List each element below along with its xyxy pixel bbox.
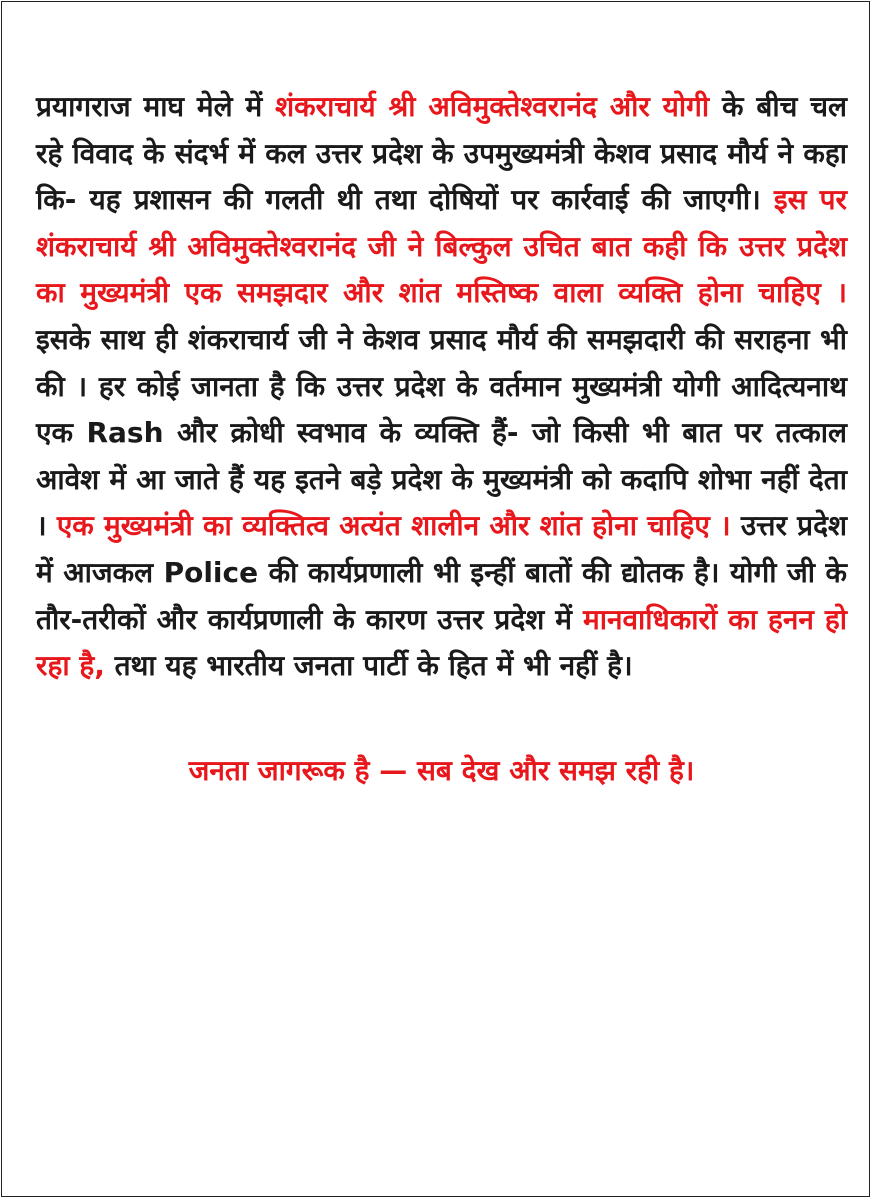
text-segment-1: प्रयागराज माघ मेले में <box>36 90 276 123</box>
highlight-segment-3: एक मुख्यमंत्री का व्यक्तित्व अत्यंत शालीन और शांत होना चाहिए । <box>56 509 731 543</box>
text-segment-3: इसके साथ ही शंकराचार्य जी ने केशव प्रसाद मौर्य की समझदारी की सराहना भी की । हर कोई जानता है कि उत्तर प्रदेश के वर्तमान मुख्यमंत्री योगी आदित्यनाथ एक Rash और क्रोधी स्वभाव के व्यक्ति हैं- जो किसी भी बात पर तत्काल आवेश में आ जाते हैं यह इतने बड़े प्रदेश के मुख्यमंत्री को कदापि शोभा नहीं देता । <box>36 322 847 543</box>
text-segment-5: तथा यह भारतीय जनता पार्टी के हित में भी नहीं है। <box>104 649 633 683</box>
highlight-segment-1: शंकराचार्य श्री अविमुक्तेश्वरानंद और योगी <box>275 90 710 123</box>
closing-line: जनता जागरूक है — सब देख और समझ रही है। <box>188 753 695 787</box>
main-paragraph <box>36 84 847 690</box>
text-segment-4: उत्तर प्रदेश में आजकल Police की कार्यप्रणाली भी इन्हीं बातों की द्योतक है। योगी जी के तौर-तरीकों और कार्यप्रणाली के कारण उत्तर प्रदेश में <box>36 509 847 636</box>
page-frame <box>1 1 870 1197</box>
highlight-segment-4: मानवाधिकारों का हनन हो रहा है, <box>36 602 847 683</box>
document-body <box>36 84 847 794</box>
text-segment-2: के बीच चल रहे विवाद के संदर्भ में कल उत्तर प्रदेश के उपमुख्यमंत्री केशव प्रसाद मौर्य ने कहा कि- यह प्रशासन की गलती थी तथा दोषियों पर कार्रवाई की जाएगी। <box>36 90 847 217</box>
highlight-segment-2: इस पर शंकराचार्य श्री अविमुक्तेश्वरानंद जी ने बिल्कुल उचित बात कही कि उत्तर प्रदेश का मुख्यमंत्री एक समझदार और शांत मस्तिष्क वाला व्यक्ति होना चाहिए । <box>36 183 847 310</box>
